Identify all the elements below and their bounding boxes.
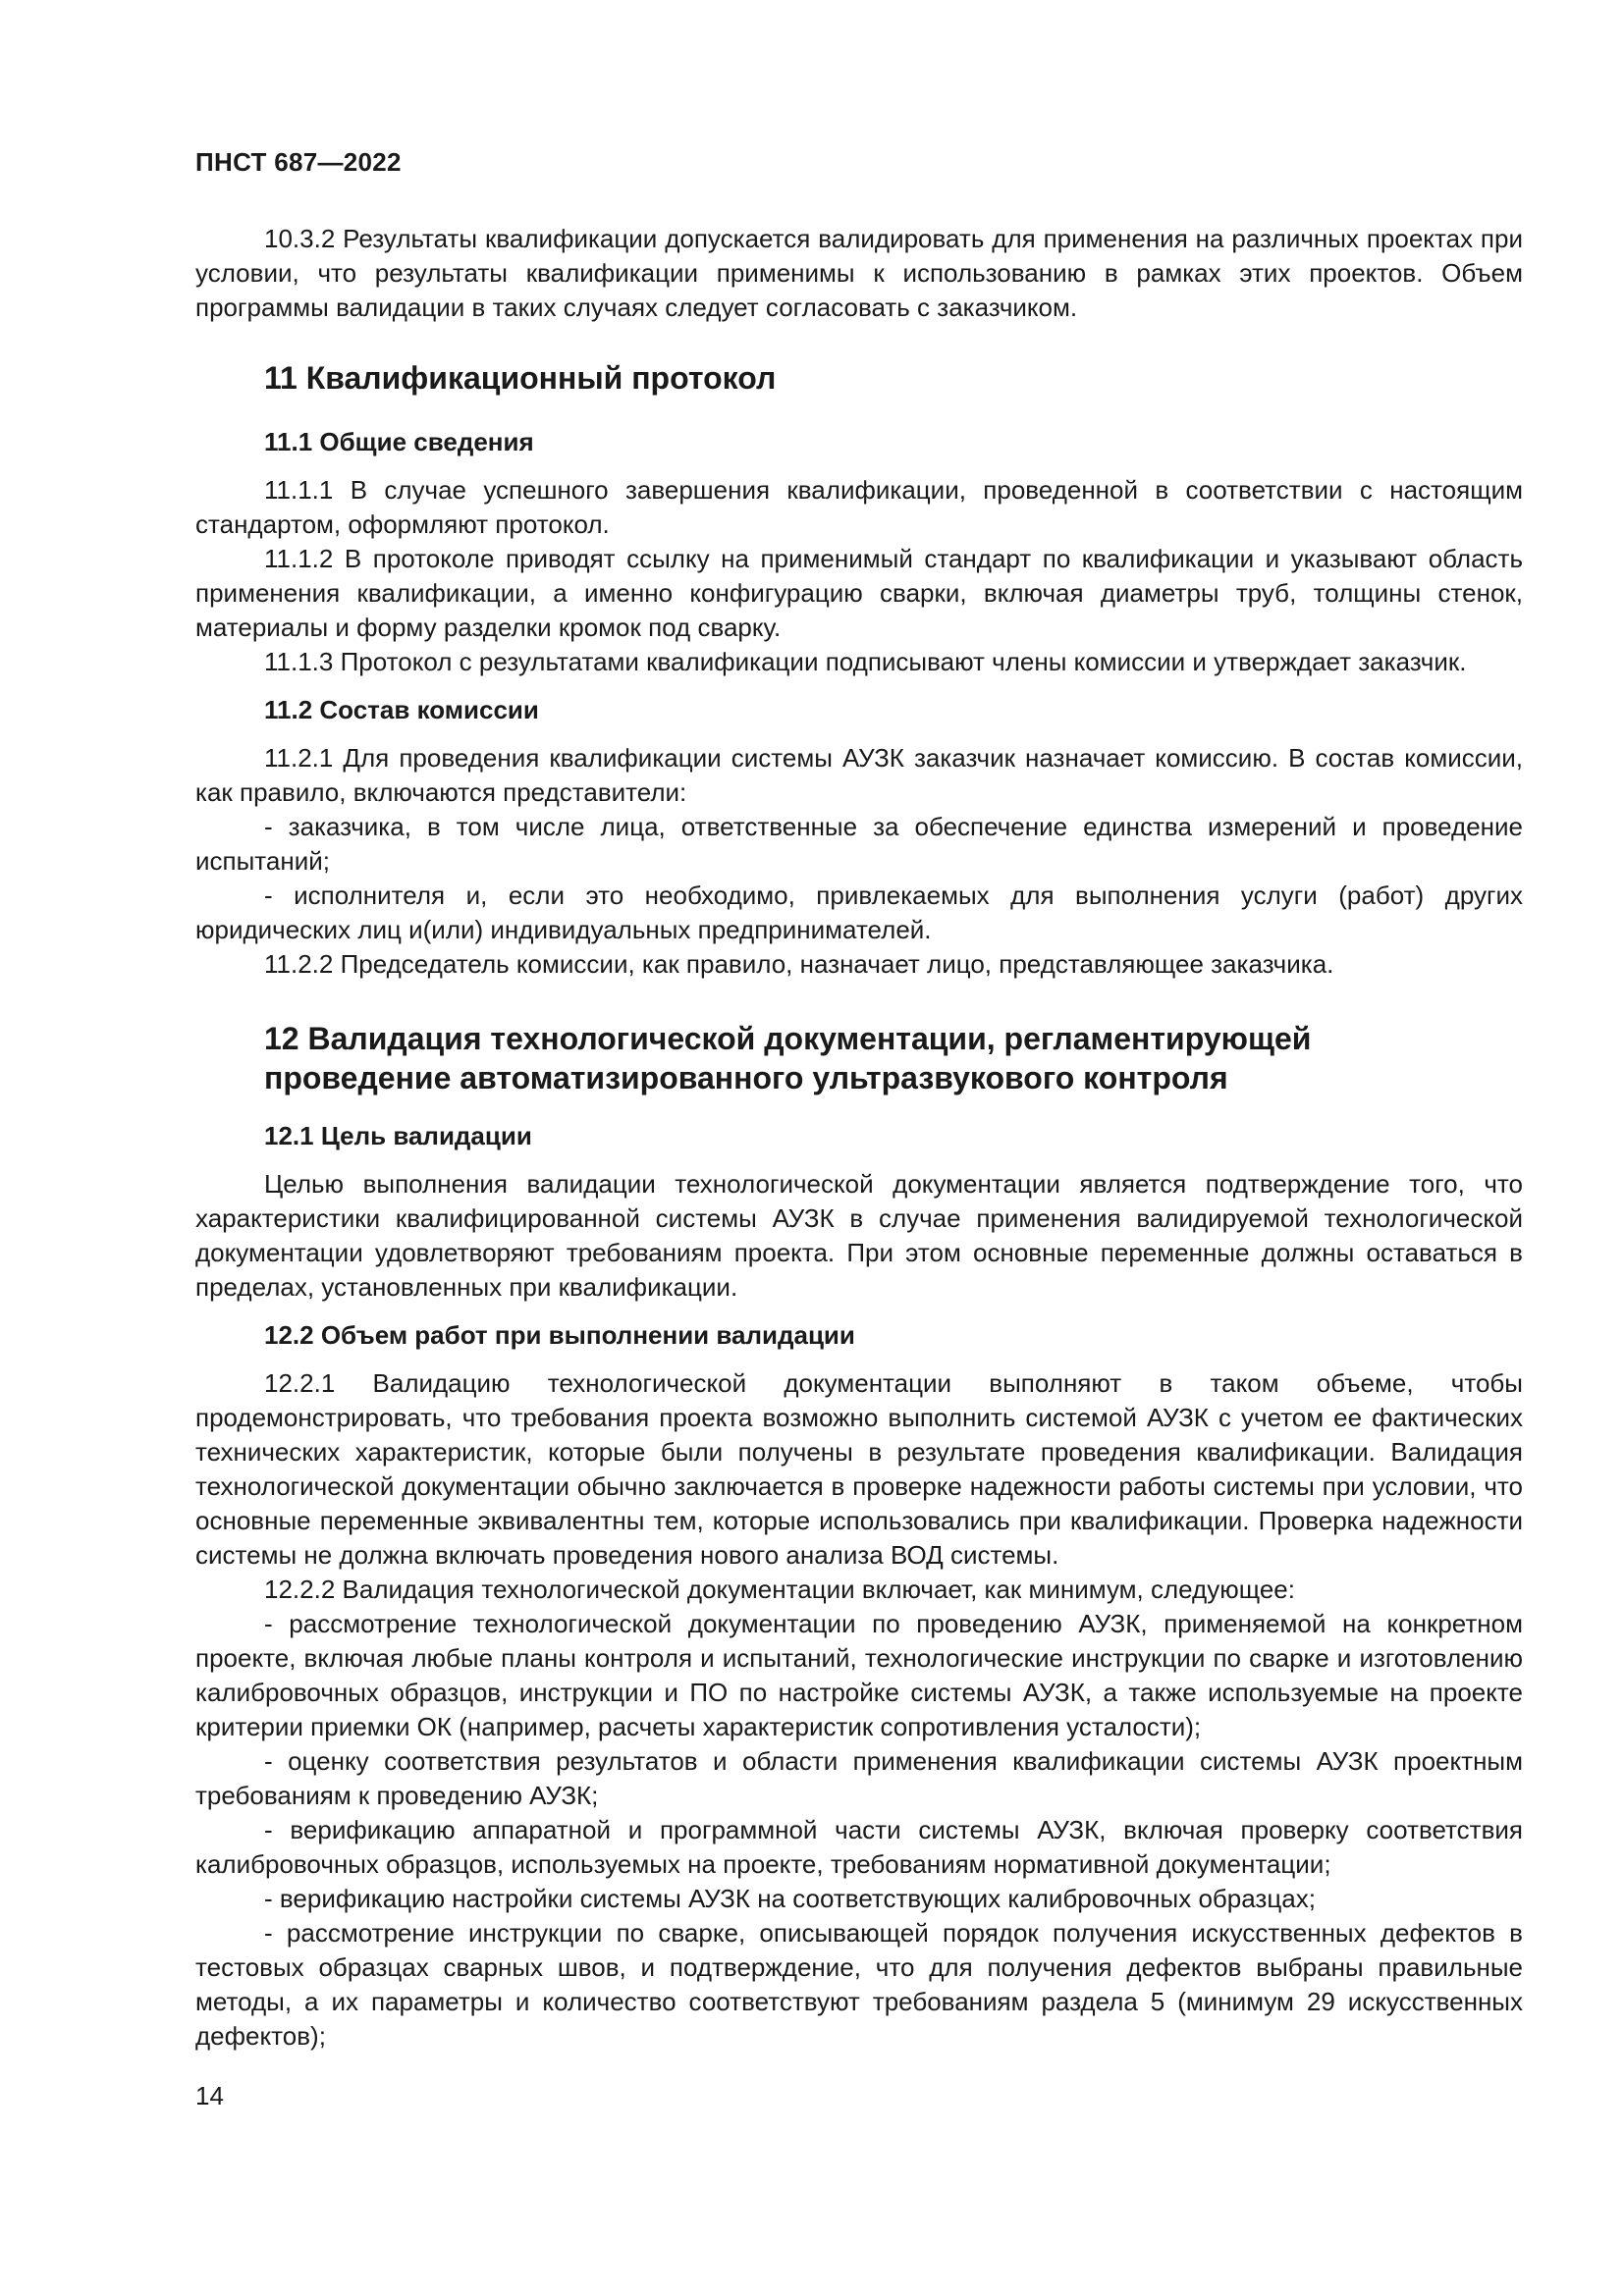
section-heading-12-line-2: проведение автоматизированного ультразвукового контроля bbox=[264, 1060, 1228, 1095]
paragraph-12-1: Целью выполнения валидации технологической документации является подтверждение того, что характеристики квалифицированной системы АУЗК в случае применения валидируемой технологической документации удовлетворяют требованиям проекта. При этом основные переменные должны оставаться в пределах, установленных при квалификации. bbox=[195, 1169, 1523, 1302]
paragraph-11-1-3: 11.1.3 Протокол с результатами квалификации подписывают члены комиссии и утверждает заказчик. bbox=[264, 647, 1467, 676]
paragraph-10-3-2: 10.3.2 Результаты квалификации допускается валидировать для применения на различных проектах при условии, что результаты квалификации применимы к использованию в рамках этих проектов. Объем программы валидации в таких случаях следует согласовать с заказчиком. bbox=[195, 224, 1523, 322]
page-number: 14 bbox=[195, 2081, 224, 2110]
subsection-heading-11-1: 11.1 Общие сведения bbox=[264, 427, 534, 456]
list-item-11-2-1-b: - исполнителя и, если это необходимо, привлекаемых для выполнения услуги (работ) других юридических лиц и(или) индивидуальных предпринимателей. bbox=[195, 881, 1523, 944]
section-heading-11: 11 Квалификационный протокол bbox=[264, 360, 777, 396]
document-page bbox=[195, 0, 1523, 2296]
paragraph-11-1-2: 11.1.2 В протоколе приводят ссылку на применимый стандарт по квалификации и указывают область применения квалификации, а именно конфигурацию сварки, включая диаметры труб, толщины стенок, материалы и форму разделки кромок под сварку. bbox=[195, 544, 1523, 642]
list-item-12-2-2-d: - верификацию настройки системы АУЗК на соответствующих калибровочных образцах; bbox=[264, 1884, 1316, 1913]
list-item-12-2-2-c: - верификацию аппаратной и программной части системы АУЗК, включая проверку соответствия калибровочных образцов, используемых на проекте, требованиям нормативной документации; bbox=[195, 1815, 1523, 1879]
paragraph-11-2-1: 11.2.1 Для проведения квалификации системы АУЗК заказчик назначает комиссию. В состав комиссии, как правило, включаются представители: bbox=[195, 743, 1523, 807]
section-heading-12-line-1: 12 Валидация технологической документации, регламентирующей bbox=[264, 1021, 1312, 1056]
document-body bbox=[195, 222, 1523, 2054]
list-item-12-2-2-e: - рассмотрение инструкции по сварке, описывающей порядок получения искусственных дефектов в тестовых образцах сварных швов, и подтверждение, что для получения дефектов выбраны правильные методы, а их параметры и количество соответствуют требованиям раздела 5 (минимум 29 искусственных дефектов); bbox=[195, 1918, 1523, 2051]
list-item-12-2-2-b: - оценку соответствия результатов и области применения квалификации системы АУЗК проектным требованиям к проведению АУЗК; bbox=[195, 1746, 1523, 1810]
subsection-heading-12-2: 12.2 Объем работ при выполнении валидации bbox=[264, 1320, 855, 1350]
list-item-11-2-1-a: - заказчика, в том числе лица, ответственные за обеспечение единства измерений и проведение испытаний; bbox=[195, 812, 1523, 876]
section-heading-12 bbox=[264, 1019, 1523, 1097]
paragraph-12-2-1: 12.2.1 Валидацию технологической документации выполняют в таком объеме, чтобы продемонстрировать, что требования проекта возможно выполнить системой АУЗК с учетом ее фактических технических характеристик, которые были получены в результате проведения квалификации. Валидация технологической документации обычно заключается в проверке надежности работы системы при условии, что основные переменные эквивалентны тем, которые использовались при квалификации. Проверка надежности системы не должна включать проведения нового анализа ВОД системы. bbox=[195, 1368, 1523, 1570]
document-code: ПНСТ 687—2022 bbox=[195, 147, 402, 177]
subsection-heading-11-2: 11.2 Состав комиссии bbox=[264, 695, 539, 724]
paragraph-12-2-2: 12.2.2 Валидация технологической документации включает, как минимум, следующее: bbox=[264, 1575, 1295, 1604]
list-item-12-2-2-a: - рассмотрение технологической документации по проведению АУЗК, применяемой на конкретном проекте, включая любые планы контроля и испытаний, технологические инструкции по сварке и изготовлению калибровочных образцов, инструкции и ПО по настройке системы АУЗК, а также используемые на проекте критерии приемки ОК (например, расчеты характеристик сопротивления усталости); bbox=[195, 1609, 1523, 1741]
subsection-heading-12-1: 12.1 Цель валидации bbox=[264, 1121, 532, 1150]
paragraph-11-2-2: 11.2.2 Председатель комиссии, как правило, назначает лицо, представляющее заказчика. bbox=[264, 949, 1334, 979]
paragraph-11-1-1: 11.1.1 В случае успешного завершения квалификации, проведенной в соответствии с настоящим стандартом, оформляют протокол. bbox=[195, 475, 1523, 539]
